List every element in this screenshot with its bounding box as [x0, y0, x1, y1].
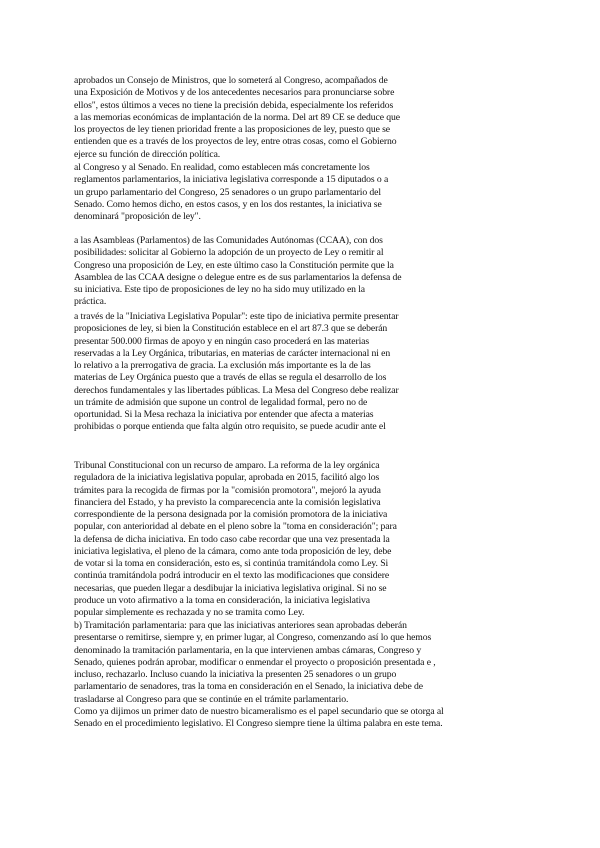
text-line: Senado en el procedimiento legislativo. El Congreso siempre tiene la última palabra en este tema.: [74, 718, 443, 729]
text-line: la defensa de dicha iniciativa. En todo caso cabe recordar que una vez presentada la: [74, 533, 390, 545]
text-line: iniciativa legislativa, el pleno de la cámara, como ante toda proposición de ley, debe: [74, 545, 392, 557]
text-line: Como ya dijimos un primer dato de nuestro bicameralismo es el papel secundario que se otorga al: [74, 705, 444, 717]
text-line: correspondiente de la persona designada por la comisión promotora de la iniciativa: [74, 509, 388, 520]
text-line: a las Asambleas (Parlamentos) de las Comunidades Autónomas (CCAA), con dos: [74, 235, 383, 246]
text-line: ejerce su función de dirección política.: [74, 148, 221, 160]
text-line: al Congreso y al Senado. En realidad, como establecen más concretamente los: [74, 162, 370, 173]
text-line: aprobados un Consejo de Ministros, que lo someterá al Congreso, acompañados de: [74, 75, 388, 86]
text-line: Senado, quienes podrán aprobar, modificar o enmendar el proyecto o proposición presentada e ,: [74, 656, 436, 668]
text-line: popular simplemente es rechazada y no se tramita como Ley.: [74, 607, 305, 618]
text-line: trámites para la recogida de firmas por la "comisión promotora", mejoró la ayuda: [74, 484, 381, 496]
text-line: denominará "proposición de ley".: [74, 211, 201, 222]
text-line: prohibidas o porque entienda que falta algún otro requisito, se puede acudir ante el: [74, 421, 386, 433]
text-line: a las memorias económicas de implantación de la norma. Del art 89 CE se deduce que: [74, 111, 400, 123]
text-line: los proyectos de ley tienen prioridad frente a las proposiciones de ley, puesto que se: [74, 124, 391, 135]
text-line: Tribunal Constitucional con un recurso de amparo. La reforma de la ley orgánica: [74, 460, 380, 471]
text-line: proposiciones de ley, si bien la Constitución establece en el art 87.3 que se deberán: [74, 323, 388, 335]
text-line: incluso, rechazarlo. Incluso cuando la iniciativa la presenten 25 senadores o un grupo: [74, 669, 397, 680]
text-line: una Exposición de Motivos y de los antecedentes necesarios para pronunciarse sobre: [74, 87, 395, 99]
text-line: práctica.: [74, 296, 107, 308]
text-line: trasladarse al Congreso para que se continúe en el trámite parlamentario.: [74, 693, 349, 705]
text-line: reservadas a la Ley Orgánica, tributarias, en materias de carácter internacional ni en: [74, 347, 391, 359]
text-line: parlamentario de senadores, tras la toma en consideración en el Senado, la iniciativa debe de: [74, 681, 423, 693]
text-line: produce un voto afirmativo a la toma en consideración, la iniciativa legislativa: [74, 594, 370, 606]
text-line: Congreso una proposición de Ley, en este último caso la Constitución permite que la: [74, 259, 394, 271]
text-line: posibilidades: solicitar al Gobierno la adopción de un proyecto de Ley o remitir al: [74, 247, 384, 259]
text-line: un grupo parlamentario del Congreso, 25 senadores o un grupo parlamentario del: [74, 186, 381, 198]
text-line: un trámite de admisión que supone un control de legalidad formal, pero no de: [74, 396, 368, 408]
text-line: b) Tramitación parlamentaria: para que las iniciativas anteriores sean aprobadas deberán: [74, 620, 407, 631]
text-line: lo relativo a la prerrogativa de gracia. La exclusión más importante es la de las: [74, 360, 371, 371]
text-line: denominado la tramitación parlamentaria, en la que intervienen ambas cámaras, Congreso y: [74, 644, 422, 656]
text-line: entienden que es a través de los proyectos de ley, entre otras cosas, como el Gobierno: [74, 136, 397, 148]
text-line: continúa tramitándola podrá introducir en el texto las modificaciones que considere: [74, 570, 390, 582]
text-line: presentarse o remitirse, siempre y, en primer lugar, al Congreso, comenzando así lo que hemos: [74, 632, 432, 644]
text-line: su iniciativa. Este tipo de proposiciones de ley no ha sido muy utilizado en la: [74, 284, 366, 295]
text-line: popular, con anterioridad al debate en el pleno sobre la "toma en consideración"; para: [74, 521, 397, 533]
text-line: oportunidad. Si la Mesa rechaza la iniciativa por entender que afecta a materias: [74, 409, 374, 420]
text-line: financiera del Estado, y ha previsto la comparecencia ante la comisión legislativa: [74, 496, 381, 508]
text-line: presentar 500.000 firmas de apoyo y en ningún caso procederá en las materias: [74, 335, 370, 347]
text-line: derechos fundamentales y las libertades públicas. La Mesa del Congreso debe realizar: [74, 384, 399, 396]
text-line: reglamentos parlamentarios, la iniciativa legislativa corresponde a 15 diputados o a: [74, 174, 389, 186]
text-line: reguladora de la iniciativa legislativa popular, aprobada en 2015, facilitó algo los: [74, 472, 380, 484]
text-line: ellos", estos últimos a veces no tiene la precisión debida, especialmente los referidos: [74, 99, 394, 111]
text-line: Senado. Como hemos dicho, en estos casos, y en los dos restantes, la iniciativa se: [74, 198, 382, 210]
text-line: materias de Ley Orgánica puesto que a través de ellas se regula el desarrollo de los: [74, 372, 387, 384]
text-line: Asamblea de las CCAA designe o delegue entre es de sus parlamentarios la defensa de: [74, 271, 402, 283]
text-line: de votar si la toma en consideración, esto es, si continúa tramitándola como Ley. Si: [74, 558, 389, 569]
text-line: necesarias, que pueden llegar a desdibujar la iniciativa legislativa original. Si no se: [74, 582, 387, 594]
text-line: a través de la "Iniciativa Legislativa Popular": este tipo de iniciativa permite presentar: [74, 311, 399, 322]
